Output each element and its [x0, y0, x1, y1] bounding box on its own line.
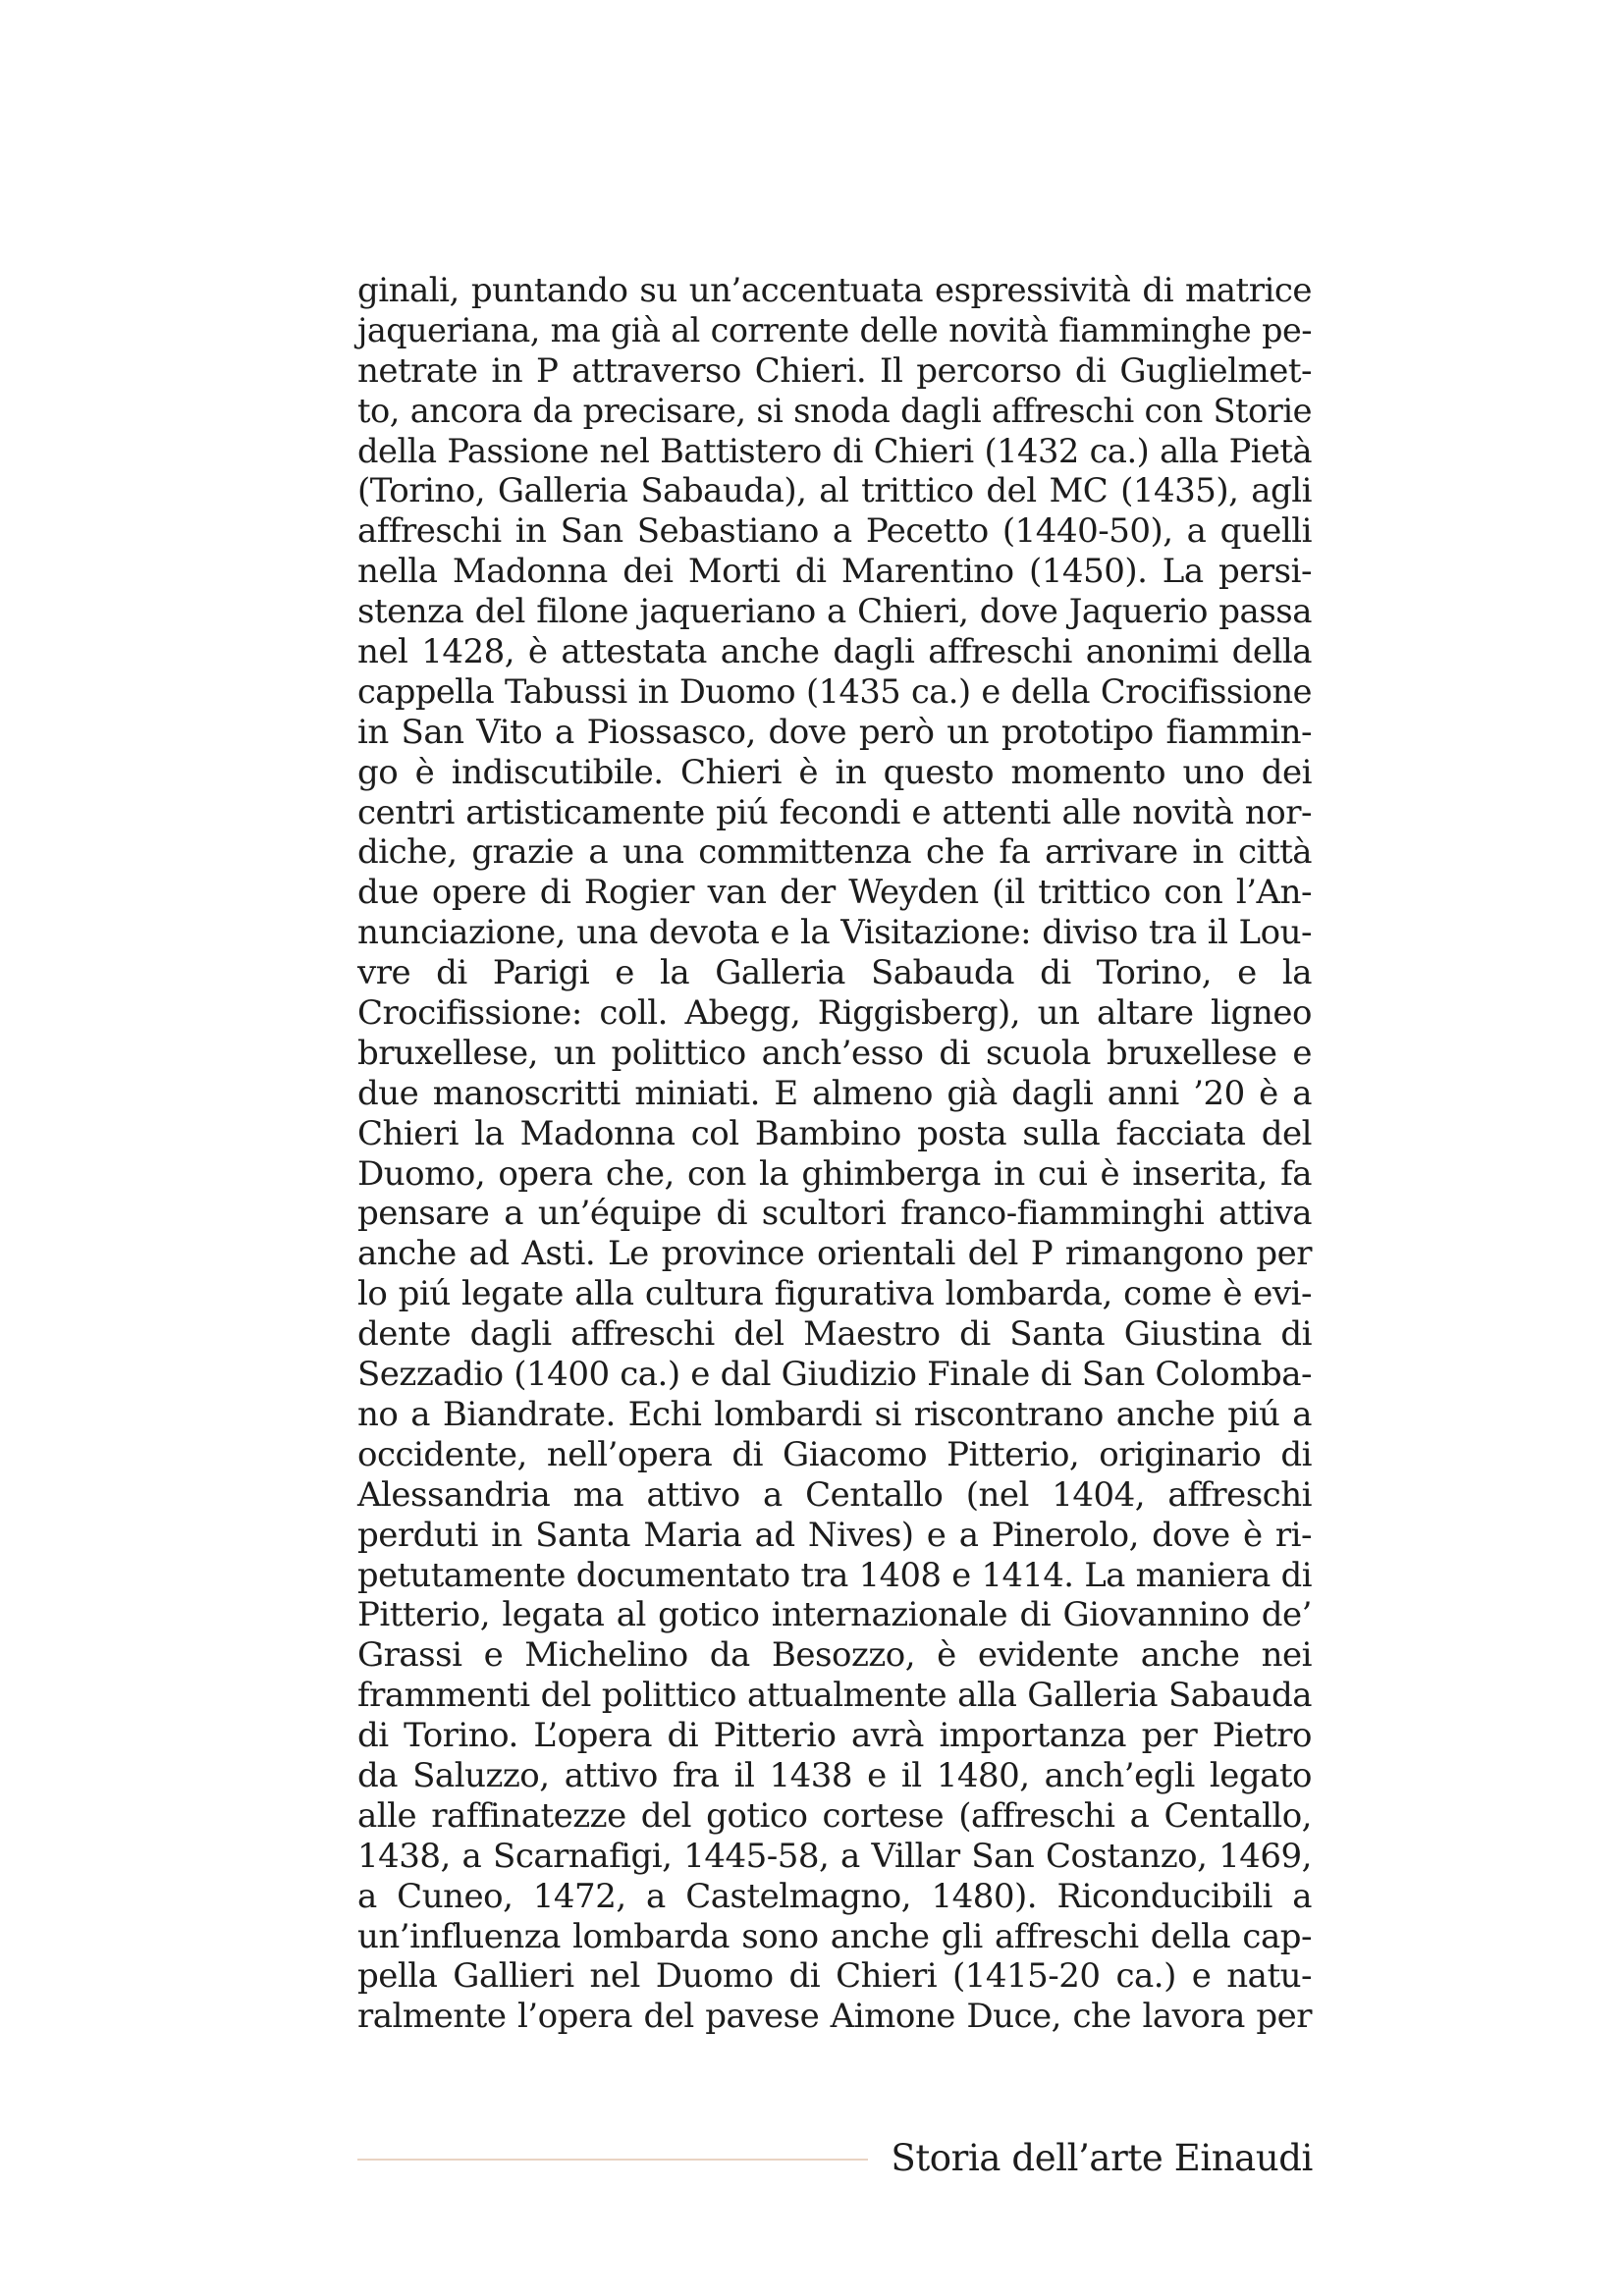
text-line: Chieri la Madonna col Bambino posta sulla facciata del	[357, 1113, 1312, 1153]
text-line: no a Biandrate. Echi lombardi si riscontrano anche piú a	[357, 1394, 1312, 1434]
text-line: alle raffinatezze del gotico cortese (affreschi a Centallo,	[357, 1795, 1312, 1836]
text-line: pensare a un’équipe di scultori franco-fiamminghi attiva	[357, 1194, 1312, 1234]
text-line: go è indiscutibile. Chieri è in questo momento uno dei	[357, 752, 1312, 792]
footer-rule	[357, 2159, 868, 2161]
text-line: affreschi in San Sebastiano a Pecetto (1440-50), a quelli	[357, 511, 1312, 552]
text-line: Pitterio, legata al gotico internazionale di Giovannino de’	[357, 1595, 1312, 1635]
text-line: un’influenza lombarda sono anche gli affreschi della cap-	[357, 1916, 1312, 1956]
text-line: Duomo, opera che, con la ghimberga in cui è inserita, fa	[357, 1153, 1312, 1194]
text-line: lo piú legate alla cultura figurativa lombarda, come è evi-	[357, 1274, 1312, 1314]
text-line: vre di Parigi e la Galleria Sabauda di Torino, e la	[357, 953, 1312, 993]
text-line: nunciazione, una devota e la Visitazione: diviso tra il Lou-	[357, 913, 1312, 953]
text-line: cappella Tabussi in Duomo (1435 ca.) e della Crocifissione	[357, 671, 1312, 711]
text-line: Sezzadio (1400 ca.) e dal Giudizio Finale di San Colomba-	[357, 1355, 1312, 1395]
text-line: 1438, a Scarnafigi, 1445-58, a Villar San Costanzo, 1469,	[357, 1836, 1312, 1876]
text-line: diche, grazie a una committenza che fa arrivare in città	[357, 832, 1312, 873]
text-line: nella Madonna dei Morti di Marentino (1450). La persi-	[357, 552, 1312, 592]
text-line: due manoscritti miniati. E almeno già dagli anni ’20 è a	[357, 1073, 1312, 1113]
body-text	[357, 271, 1312, 2037]
text-line: due opere di Rogier van der Weyden (il trittico con l’An-	[357, 873, 1312, 913]
text-line: occidente, nell’opera di Giacomo Pitterio, originario di	[357, 1434, 1312, 1474]
footer-title: Storia dell’arte Einaudi	[891, 2137, 1313, 2179]
text-line: dente dagli affreschi del Maestro di Santa Giustina di	[357, 1314, 1312, 1355]
text-line: a Cuneo, 1472, a Castelmagno, 1480). Riconducibili a	[357, 1876, 1312, 1916]
text-line: jaqueriana, ma già al corrente delle novità fiamminghe pe-	[357, 310, 1312, 349]
text-line: ginali, puntando su un’accentuata espressività di matrice	[357, 271, 1312, 310]
text-line: anche ad Asti. Le province orientali del P rimangono per	[357, 1234, 1312, 1274]
text-line: ralmente l’opera del pavese Aimone Duce, che lavora per	[357, 1997, 1312, 2037]
text-line: della Passione nel Battistero di Chieri (1432 ca.) alla Pietà	[357, 431, 1312, 470]
text-line: bruxellese, un polittico anch’esso di scuola bruxellese e	[357, 1033, 1312, 1073]
text-line: nel 1428, è attestata anche dagli affreschi anonimi della	[357, 632, 1312, 672]
text-line: Grassi e Michelino da Besozzo, è evidente anche nei	[357, 1635, 1312, 1676]
text-line: pella Gallieri nel Duomo di Chieri (1415-20 ca.) e natu-	[357, 1956, 1312, 1997]
text-line: (Torino, Galleria Sabauda), al trittico del MC (1435), agli	[357, 471, 1312, 511]
text-line: di Torino. L’opera di Pitterio avrà importanza per Pietro	[357, 1716, 1312, 1756]
text-line: Crocifissione: coll. Abegg, Riggisberg), un altare ligneo	[357, 993, 1312, 1034]
text-line: netrate in P attraverso Chieri. Il percorso di Guglielmet-	[357, 350, 1312, 391]
text-line: da Saluzzo, attivo fra il 1438 e il 1480, anch’egli legato	[357, 1755, 1312, 1795]
text-line: in San Vito a Piossasco, dove però un prototipo fiammin-	[357, 712, 1312, 752]
text-line: Alessandria ma attivo a Centallo (nel 1404, affreschi	[357, 1474, 1312, 1515]
text-line: petutamente documentato tra 1408 e 1414. La maniera di	[357, 1555, 1312, 1594]
text-line: frammenti del polittico attualmente alla Galleria Sabauda	[357, 1676, 1312, 1716]
text-line: centri artisticamente piú fecondi e attenti alle novità nor-	[357, 792, 1312, 832]
text-line: perduti in Santa Maria ad Nives) e a Pinerolo, dove è ri-	[357, 1515, 1312, 1555]
text-line: stenza del filone jaqueriano a Chieri, dove Jaquerio passa	[357, 592, 1312, 632]
text-line: to, ancora da precisare, si snoda dagli affreschi con Storie	[357, 391, 1312, 430]
